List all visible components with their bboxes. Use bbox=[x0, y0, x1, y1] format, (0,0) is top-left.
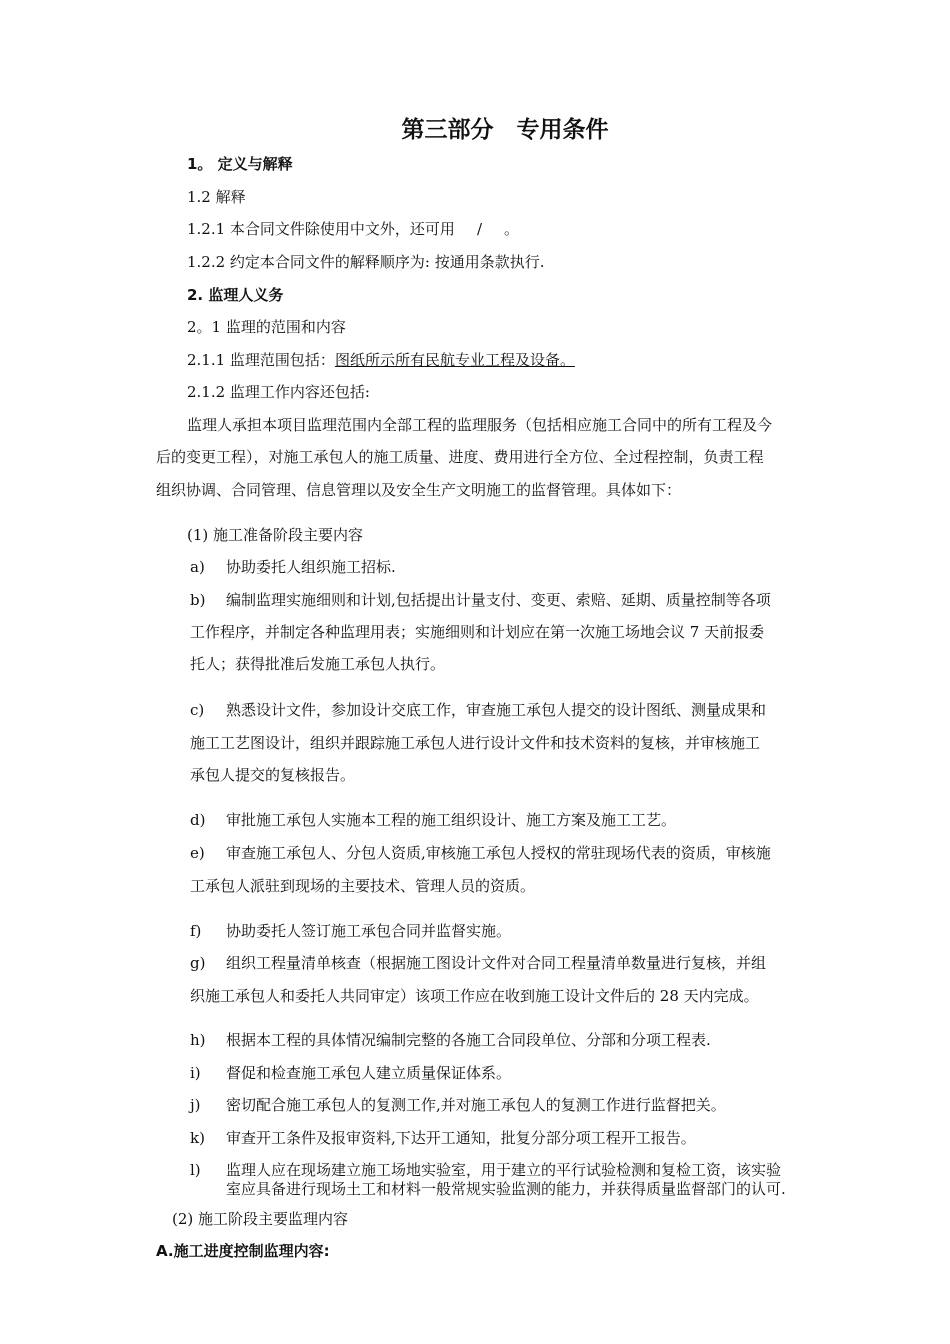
clause-1-2-1-fill: / bbox=[476, 220, 482, 238]
clause-2-1-1 bbox=[187, 350, 575, 370]
intro-line-3: 组织协调、合同管理、信息管理以及安全生产文明施工的监督管理。具体如下： bbox=[156, 481, 682, 499]
item-d: d) 审批施工承包人实施本工程的施工组织设计、施工方案及施工工艺。 bbox=[190, 811, 677, 829]
item-f: f) 协助委托人签订施工承包合同并监督实施。 bbox=[190, 922, 512, 940]
part-a-heading: A.施工进度控制监理内容: bbox=[156, 1242, 330, 1260]
clause-2-1-1-value: 图纸所示所有民航专业工程及设备。 bbox=[334, 351, 575, 369]
construction-stage-heading: (2) 施工阶段主要监理内容 bbox=[172, 1210, 349, 1228]
clause-1-2: 1.2 解释 bbox=[187, 188, 246, 206]
item-i: i) 督促和检查施工承包人建立质量保证体系。 bbox=[190, 1064, 512, 1082]
item-h: h) 根据本工程的具体情况编制完整的各施工合同段单位、分部和分项工程表. bbox=[190, 1031, 711, 1049]
section-2-heading: 2. 监理人义务 bbox=[187, 286, 284, 304]
item-e: e) 审查施工承包人、分包人资质,审核施工承包人授权的常驻现场代表的资质，审核施 bbox=[190, 844, 771, 862]
section-1-heading: 1。 定义与解释 bbox=[187, 155, 293, 173]
clause-1-2-1-text: 1.2.1 本合同文件除使用中文外，还可用 bbox=[187, 220, 455, 238]
item-a: a) 协助委托人组织施工招标. bbox=[190, 558, 396, 576]
item-k: k) 审查开工条件及报审资料,下达开工通知，批复分部分项工程开工报告。 bbox=[190, 1129, 696, 1147]
intro-line-2: 后的变更工程），对施工承包人的施工质量、进度、费用进行全方位、全过程控制，负责工程 bbox=[156, 448, 764, 466]
item-j: j) 密切配合施工承包人的复测工作,并对施工承包人的复测工作进行监督把关。 bbox=[190, 1096, 726, 1114]
clause-1-2-2: 1.2.2 约定本合同文件的解释顺序为: 按通用条款执行. bbox=[187, 253, 545, 271]
clause-2-1: 2。1 监理的范围和内容 bbox=[187, 318, 346, 336]
clause-2-1-2: 2.1.2 监理工作内容还包括: bbox=[187, 383, 370, 401]
item-g: g) 组织工程量清单核查（根据施工图设计文件对合同工程量清单数量进行复核，并组 bbox=[190, 954, 767, 972]
clause-1-2-1-end: 。 bbox=[504, 220, 520, 238]
item-b-line-2: 工作程序，并制定各种监理用表；实施细则和计划应在第一次施工场地会议 7 天前报委 bbox=[190, 623, 765, 641]
item-b: b) 编制监理实施细则和计划,包括提出计量支付、变更、索赔、延期、质量控制等各项 bbox=[190, 591, 771, 609]
item-l-line-2: 室应具备进行现场土工和材料一般常规实验监测的能力，并获得质量监督部门的认可. bbox=[226, 1180, 786, 1198]
clause-1-2-1 bbox=[187, 219, 519, 239]
item-b-line-3: 托人；获得批准后发施工承包人执行。 bbox=[190, 655, 446, 673]
item-c: c) 熟悉设计文件，参加设计交底工作，审查施工承包人提交的设计图纸、测量成果和 bbox=[190, 701, 767, 719]
intro-line-1: 监理人承担本项目监理范围内全部工程的监理服务（包括相应施工合同中的所有工程及今 bbox=[187, 416, 773, 434]
item-e-line-2: 工承包人派驻到现场的主要技术、管理人员的资质。 bbox=[190, 877, 536, 895]
item-l: l) 监理人应在现场建立施工场地实验室，用于建立的平行试验检测和复检工资，该实验 bbox=[190, 1161, 782, 1179]
clause-2-1-1-label: 2.1.1 监理范围包括： bbox=[187, 351, 335, 369]
page-title: 第三部分 专用条件 bbox=[401, 117, 609, 143]
item-c-line-3: 承包人提交的复核报告。 bbox=[190, 766, 356, 784]
item-g-line-2: 织施工承包人和委托人共同审定）该项工作应在收到施工设计文件后的 28 天内完成。 bbox=[190, 987, 759, 1005]
prep-stage-heading: (1) 施工准备阶段主要内容 bbox=[187, 526, 364, 544]
item-c-line-2: 施工工艺图设计，组织并跟踪施工承包人进行设计文件和技术资料的复核，并审核施工 bbox=[190, 734, 761, 752]
